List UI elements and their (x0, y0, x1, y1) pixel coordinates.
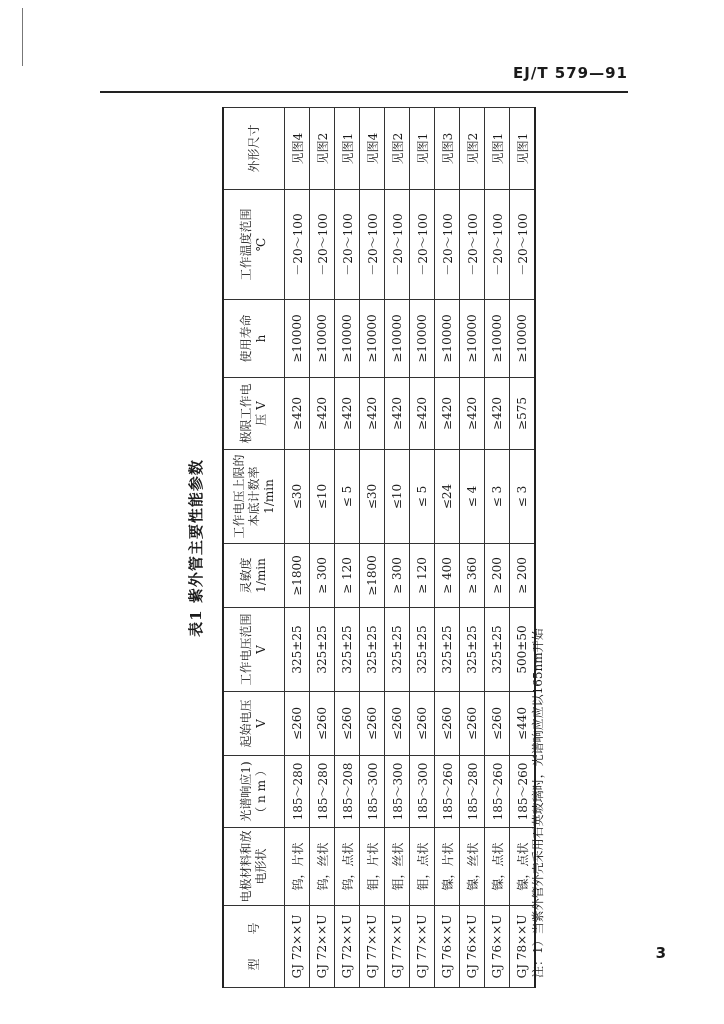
table-header-row (223, 108, 285, 988)
table-cell: ≤260 (335, 692, 360, 756)
table-cell: 钨，片状 (285, 828, 310, 906)
table-cell: ≤260 (435, 692, 460, 756)
column-header-title: 工作电压范围 (239, 613, 253, 686)
table-cell: ≤30 (360, 450, 385, 544)
binding-margin-line (22, 8, 23, 66)
table-cell: ≥ 360 (460, 544, 485, 608)
table-cell: ≥10000 (285, 300, 310, 378)
table-cell: GJ 76××U (460, 906, 485, 988)
column-header-model (223, 906, 285, 988)
table-cell: ≥10000 (460, 300, 485, 378)
table-cell: ≥ 300 (385, 544, 410, 608)
table-cell: 185～260 (510, 756, 536, 828)
table-row (460, 108, 485, 988)
table-cell: 钼，片状 (360, 828, 385, 906)
table-cell: 325±25 (310, 608, 335, 692)
table-cell: ≥420 (410, 378, 435, 450)
column-header-title: 光谱响应1) (239, 761, 253, 822)
table-row (335, 108, 360, 988)
table-cell: GJ 77××U (360, 906, 385, 988)
table-cell: 325±25 (360, 608, 385, 692)
table-cell: ≥ 120 (410, 544, 435, 608)
table-cell: ≤260 (285, 692, 310, 756)
column-header-spectral-response (223, 756, 285, 828)
table-cell: 镍，片状 (435, 828, 460, 906)
table-cell: 钨，点状 (335, 828, 360, 906)
column-header-unit: V (254, 645, 268, 654)
column-header-electrode (223, 828, 285, 906)
table-cell: －20～100 (335, 190, 360, 300)
table-cell: 325±25 (460, 608, 485, 692)
table-cell: 185～280 (310, 756, 335, 828)
table-row (385, 108, 410, 988)
column-header-unit: 1/min (254, 558, 268, 593)
table-cell: 镍，丝状 (460, 828, 485, 906)
table-row (410, 108, 435, 988)
column-header-title: 灵敏度 (239, 557, 253, 594)
column-header-unit: ℃ (254, 237, 268, 252)
table-cell: ≥ 200 (485, 544, 510, 608)
table-footnote: 注：1）当紫外管外壳采用石英玻璃时，光谱响应应以165nm开始 (531, 628, 545, 978)
table-row (435, 108, 460, 988)
table-cell: ≥420 (310, 378, 335, 450)
table-cell: ≥ 300 (310, 544, 335, 608)
table-cell: 325±25 (485, 608, 510, 692)
table-cell: GJ 77××U (410, 906, 435, 988)
table-cell: 185～280 (285, 756, 310, 828)
column-header-title: 使用寿命 (239, 314, 253, 363)
table-cell: ≤10 (385, 450, 410, 544)
table-cell: ≥ 200 (510, 544, 536, 608)
rotated-table-block (176, 108, 561, 988)
table-cell: ≤ 3 (485, 450, 510, 544)
table-cell: －20～100 (310, 190, 335, 300)
document-number: EJ/T 579—91 (513, 64, 628, 82)
table-row (285, 108, 310, 988)
column-header-working-voltage (223, 608, 285, 692)
table-cell: ≤ 3 (510, 450, 536, 544)
column-header-title: 工作温度范围 (239, 208, 253, 281)
table-cell: 185～260 (435, 756, 460, 828)
table-cell: －20～100 (510, 190, 536, 300)
table-cell: 325±25 (335, 608, 360, 692)
table-cell: 325±25 (285, 608, 310, 692)
table-cell: 185～300 (360, 756, 385, 828)
table-cell: 185～208 (335, 756, 360, 828)
table-caption: 表1 紫外管主要性能参数 (187, 459, 205, 637)
specifications-table (222, 107, 536, 988)
table-cell: 185～300 (385, 756, 410, 828)
table-cell: 见图1 (410, 108, 435, 190)
table-cell: 见图2 (385, 108, 410, 190)
table-cell: 500±50 (510, 608, 536, 692)
table-cell: ≥420 (385, 378, 410, 450)
column-header-title: 型 号 (246, 922, 261, 971)
table-cell: －20～100 (360, 190, 385, 300)
table-cell: ≥420 (335, 378, 360, 450)
table-cell: ≥10000 (385, 300, 410, 378)
column-header-sensitivity (223, 544, 285, 608)
column-header-title: 工作电压上限的本底计数率1/min (231, 454, 276, 539)
table-cell: －20～100 (410, 190, 435, 300)
table-cell: GJ 72××U (335, 906, 360, 988)
column-header-unit: V (254, 719, 268, 728)
table-cell: 见图1 (510, 108, 536, 190)
table-cell: 185～300 (410, 756, 435, 828)
table-row (310, 108, 335, 988)
table-cell: －20～100 (385, 190, 410, 300)
table-cell: 镍，点状 (510, 828, 536, 906)
column-header-title: 起始电压 (239, 699, 253, 748)
table-cell: －20～100 (285, 190, 310, 300)
table-cell: ≤260 (385, 692, 410, 756)
table-cell: ≤ 5 (410, 450, 435, 544)
column-header-title: 电极材料和放电形状 (239, 830, 268, 903)
table-cell: －20～100 (485, 190, 510, 300)
column-header-starting-voltage (223, 692, 285, 756)
table-cell: 325±25 (435, 608, 460, 692)
page-number: 3 (655, 944, 666, 962)
table-cell: 325±25 (385, 608, 410, 692)
table-cell: ≥ 400 (435, 544, 460, 608)
table-cell: ≥10000 (435, 300, 460, 378)
table-row (360, 108, 385, 988)
table-cell: 见图4 (360, 108, 385, 190)
table-cell: GJ 76××U (435, 906, 460, 988)
column-header-title: 极限工作电压 V (239, 383, 268, 444)
table-cell: 325±25 (410, 608, 435, 692)
column-header-unit: h (254, 334, 268, 343)
table-cell: ≥420 (360, 378, 385, 450)
table-cell: ≥1800 (360, 544, 385, 608)
table-cell: ≥10000 (510, 300, 536, 378)
column-header-title: 外形尺寸 (246, 124, 261, 173)
table-cell: 镍，点状 (485, 828, 510, 906)
table-cell: ≤260 (410, 692, 435, 756)
table-cell: 见图2 (310, 108, 335, 190)
table-body (285, 108, 536, 988)
column-header-limit-voltage (223, 378, 285, 450)
table-cell: ≥10000 (410, 300, 435, 378)
table-cell: ≥10000 (485, 300, 510, 378)
table-cell: GJ 72××U (310, 906, 335, 988)
table-cell: GJ 76××U (485, 906, 510, 988)
table-cell: ≥10000 (310, 300, 335, 378)
table-cell: 185～260 (485, 756, 510, 828)
column-header-temperature-range (223, 190, 285, 300)
table-cell: ≤260 (485, 692, 510, 756)
column-header-service-life (223, 300, 285, 378)
table-cell: ≤440 (510, 692, 536, 756)
table-cell: ≥420 (485, 378, 510, 450)
table-cell: ≤260 (460, 692, 485, 756)
table-cell: －20～100 (460, 190, 485, 300)
table-cell: ≥1800 (285, 544, 310, 608)
table-cell: 见图2 (460, 108, 485, 190)
table-cell: 见图1 (485, 108, 510, 190)
table-cell: 185～280 (460, 756, 485, 828)
table-cell: ≥575 (510, 378, 536, 450)
table-cell: GJ 72××U (285, 906, 310, 988)
header-rule (100, 91, 628, 93)
table-cell: ≥420 (460, 378, 485, 450)
table-cell: 见图1 (335, 108, 360, 190)
table-cell: ≥420 (435, 378, 460, 450)
table-cell: ≥10000 (360, 300, 385, 378)
table-cell: 钼，丝状 (385, 828, 410, 906)
table-cell: ≥420 (285, 378, 310, 450)
table-row (485, 108, 510, 988)
table-cell: ≤24 (435, 450, 460, 544)
table-cell: ≤ 5 (335, 450, 360, 544)
table-cell: ≤260 (360, 692, 385, 756)
table-cell: －20～100 (435, 190, 460, 300)
table-cell: ≤10 (310, 450, 335, 544)
table-cell: GJ 77××U (385, 906, 410, 988)
column-header-unit: （ n m ） (254, 764, 268, 819)
column-header-outline-dimensions (223, 108, 285, 190)
table-cell: ≥ 120 (335, 544, 360, 608)
table-cell: ≤260 (310, 692, 335, 756)
table-cell: ≥10000 (335, 300, 360, 378)
table-cell: GJ 78××U (510, 906, 536, 988)
table-cell: 见图4 (285, 108, 310, 190)
table-cell: ≤30 (285, 450, 310, 544)
table-cell: 钼，点状 (410, 828, 435, 906)
column-header-background-count (223, 450, 285, 544)
table-cell: 见图3 (435, 108, 460, 190)
table-cell: 钨，丝状 (310, 828, 335, 906)
table-cell: ≤ 4 (460, 450, 485, 544)
